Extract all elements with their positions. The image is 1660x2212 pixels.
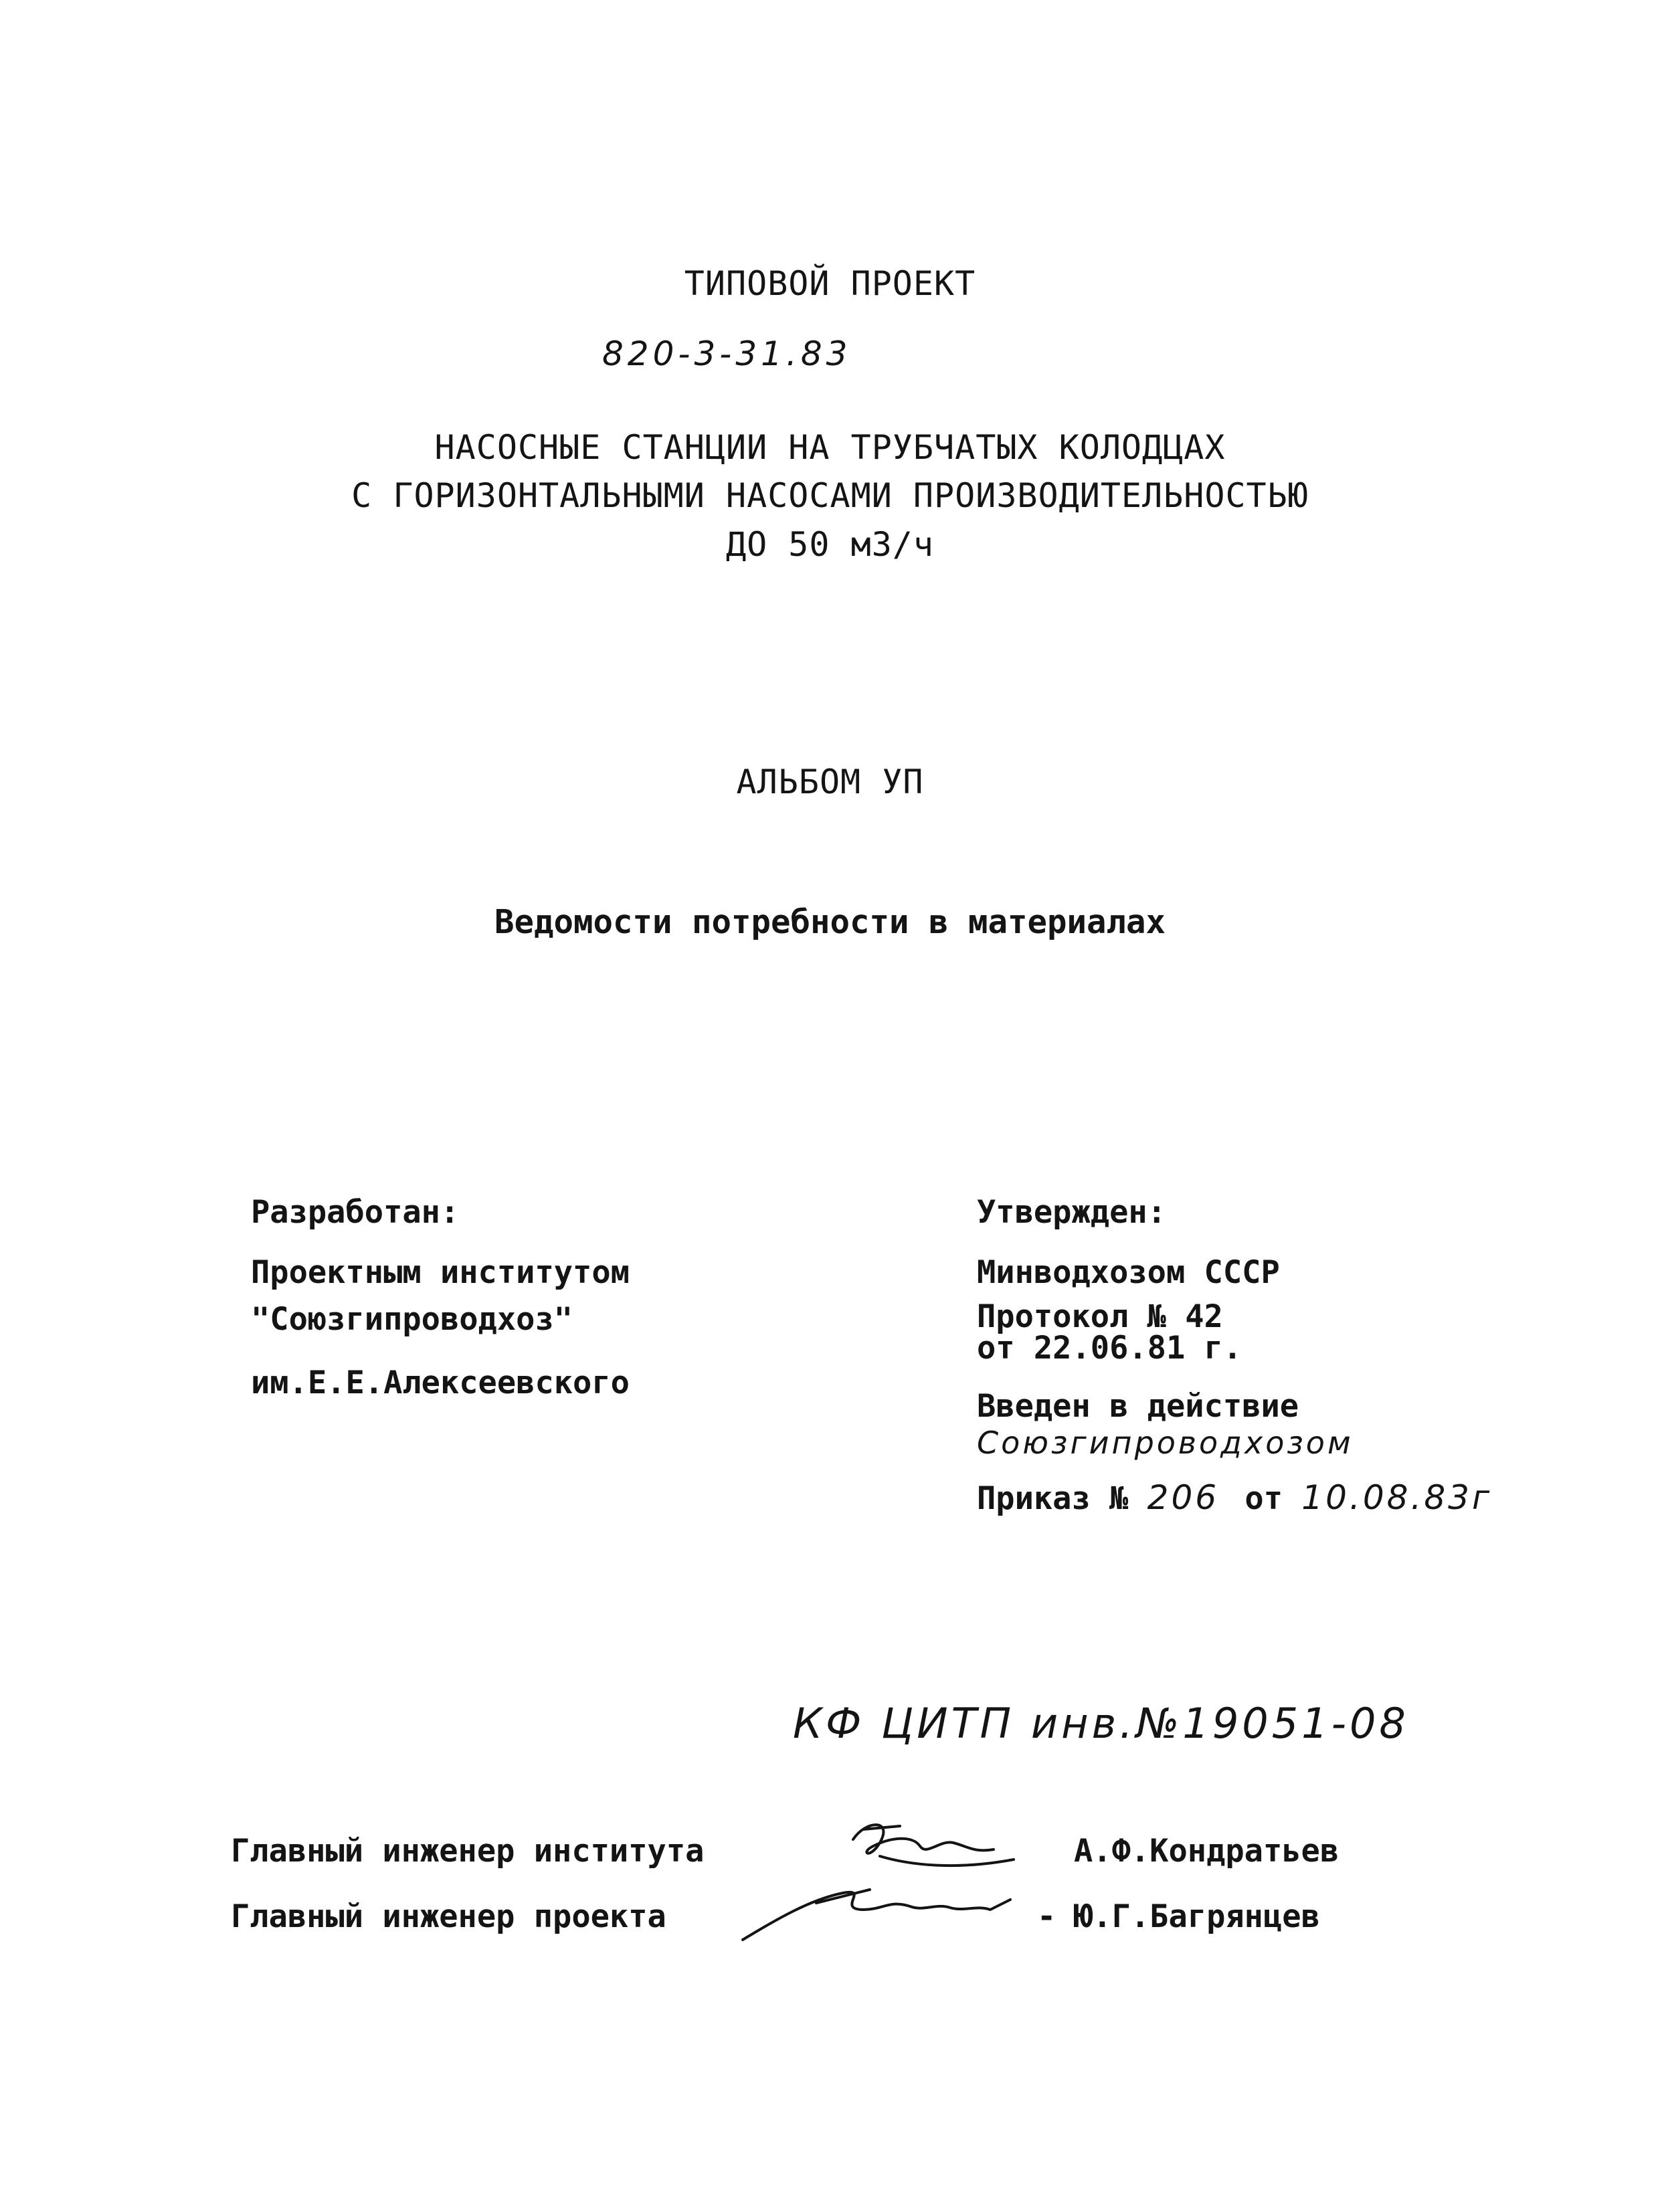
order-number: 206 <box>1147 1478 1220 1517</box>
approved-protocol-date: от 22.06.81 г. <box>977 1330 1242 1367</box>
document-type: ТИПОВОЙ ПРОЕКТ <box>684 264 976 303</box>
order-line <box>977 1478 1492 1517</box>
developed-label: Разработан: <box>251 1194 460 1231</box>
chief-engineer-institute-role: Главный инженер института <box>231 1833 705 1870</box>
title-line-3: ДО 50 м3/ч <box>725 525 935 564</box>
developed-org-name: "Союзгипроводхоз" <box>251 1301 573 1338</box>
approved-ministry: Минводхозом СССР <box>977 1254 1280 1291</box>
introduced-label: Введен в действие <box>977 1388 1299 1425</box>
chief-engineer-project-role: Главный инженер проекта <box>231 1898 666 1935</box>
title-line-1: НАСОСНЫЕ СТАНЦИИ НА ТРУБЧАТЫХ КОЛОДЦАХ <box>434 428 1226 467</box>
chief-engineer-project-dash: - <box>1037 1898 1056 1935</box>
title-line-2: С ГОРИЗОНТАЛЬНЫМИ НАСОСАМИ ПРОИЗВОДИТЕЛЬНОСТЬЮ <box>351 476 1309 515</box>
order-date: 10.08.83г <box>1301 1478 1493 1517</box>
project-number: 820-3-31.83 <box>602 334 852 373</box>
order-prefix: Приказ № <box>977 1480 1129 1517</box>
album-label: АЛЬБОМ УП <box>736 763 924 801</box>
order-from: от <box>1244 1480 1283 1517</box>
developed-named-after: им.Е.Е.Алексеевского <box>251 1365 630 1401</box>
introduced-by: Союзгипроводхозом <box>977 1425 1354 1461</box>
archive-stamp: КФ ЦИТП инв.№19051-08 <box>793 1699 1409 1748</box>
developed-institute: Проектным институтом <box>251 1254 630 1291</box>
chief-engineer-project-name: Ю.Г.Багрянцев <box>1074 1898 1320 1935</box>
approved-label: Утвержден: <box>977 1194 1166 1231</box>
chief-engineer-institute-name: А.Ф.Кондратьев <box>1074 1833 1340 1870</box>
document-subtitle: Ведомости потребности в материалах <box>494 903 1166 941</box>
signature-kondratiev <box>840 1806 1027 1873</box>
signature-bagryantsev <box>736 1873 1017 1953</box>
approved-protocol: Протокол № 42 <box>977 1298 1223 1335</box>
